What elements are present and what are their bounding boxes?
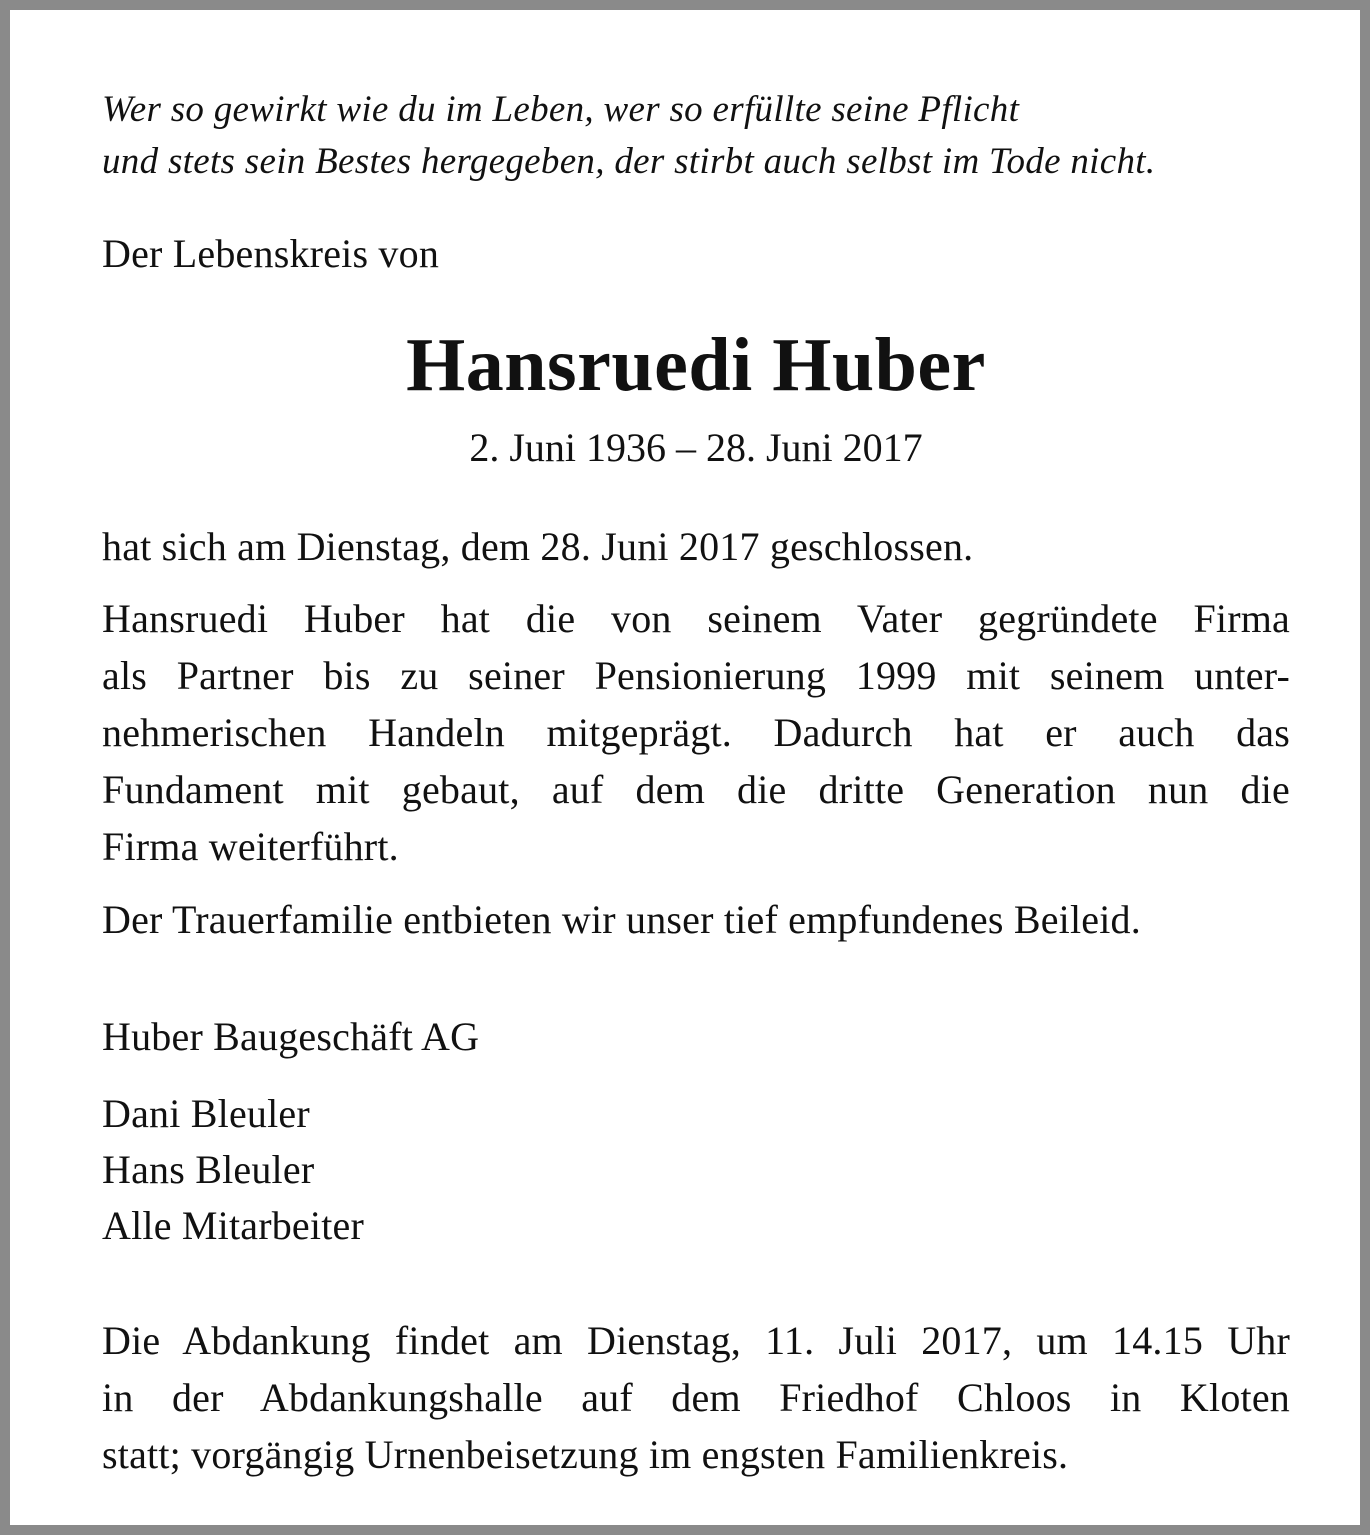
tribute-line: Hansruedi Huber hat die von seinem Vater gegründete Firma bbox=[102, 596, 1290, 641]
intro-text: Der Lebenskreis von bbox=[102, 231, 440, 276]
tribute-line: nehmerischen Handeln mitgeprägt. Dadurch hat er auch das bbox=[102, 710, 1290, 755]
deceased-dates: 2. Juni 1936 – 28. Juni 2017 bbox=[469, 425, 923, 470]
tribute-line: Fundament mit gebaut, auf dem die dritte Generation nun die bbox=[102, 767, 1290, 812]
motto-line-2: und stets sein Bestes hergegeben, der stirbt auch selbst im Tode nicht. bbox=[102, 141, 1156, 182]
tribute-line: Firma weiterführt. bbox=[102, 824, 399, 869]
signatory: Hans Bleuler bbox=[102, 1147, 315, 1192]
service-line: Die Abdankung findet am Dienstag, 11. Juli 2017, um 14.15 Uhr bbox=[102, 1318, 1290, 1363]
condolence-text: Der Trauerfamilie entbieten wir unser tief empfundenes Beileid. bbox=[102, 897, 1141, 942]
deceased-name: Hansruedi Huber bbox=[406, 323, 986, 407]
company-name: Huber Baugeschäft AG bbox=[102, 1014, 480, 1059]
service-line: in der Abdankungshalle auf dem Friedhof Chloos in Kloten bbox=[102, 1375, 1290, 1420]
closing-line: hat sich am Dienstag, dem 28. Juni 2017 geschlossen. bbox=[102, 524, 974, 569]
signatory: Dani Bleuler bbox=[102, 1091, 310, 1136]
tribute-line: als Partner bis zu seiner Pensionierung 1999 mit seinem unter- bbox=[102, 653, 1290, 698]
signatory: Alle Mitarbeiter bbox=[102, 1203, 364, 1248]
motto-line-1: Wer so gewirkt wie du im Leben, wer so erfüllte seine Pflicht bbox=[102, 89, 1020, 130]
service-line: statt; vorgängig Urnenbeisetzung im engsten Familienkreis. bbox=[102, 1432, 1069, 1477]
